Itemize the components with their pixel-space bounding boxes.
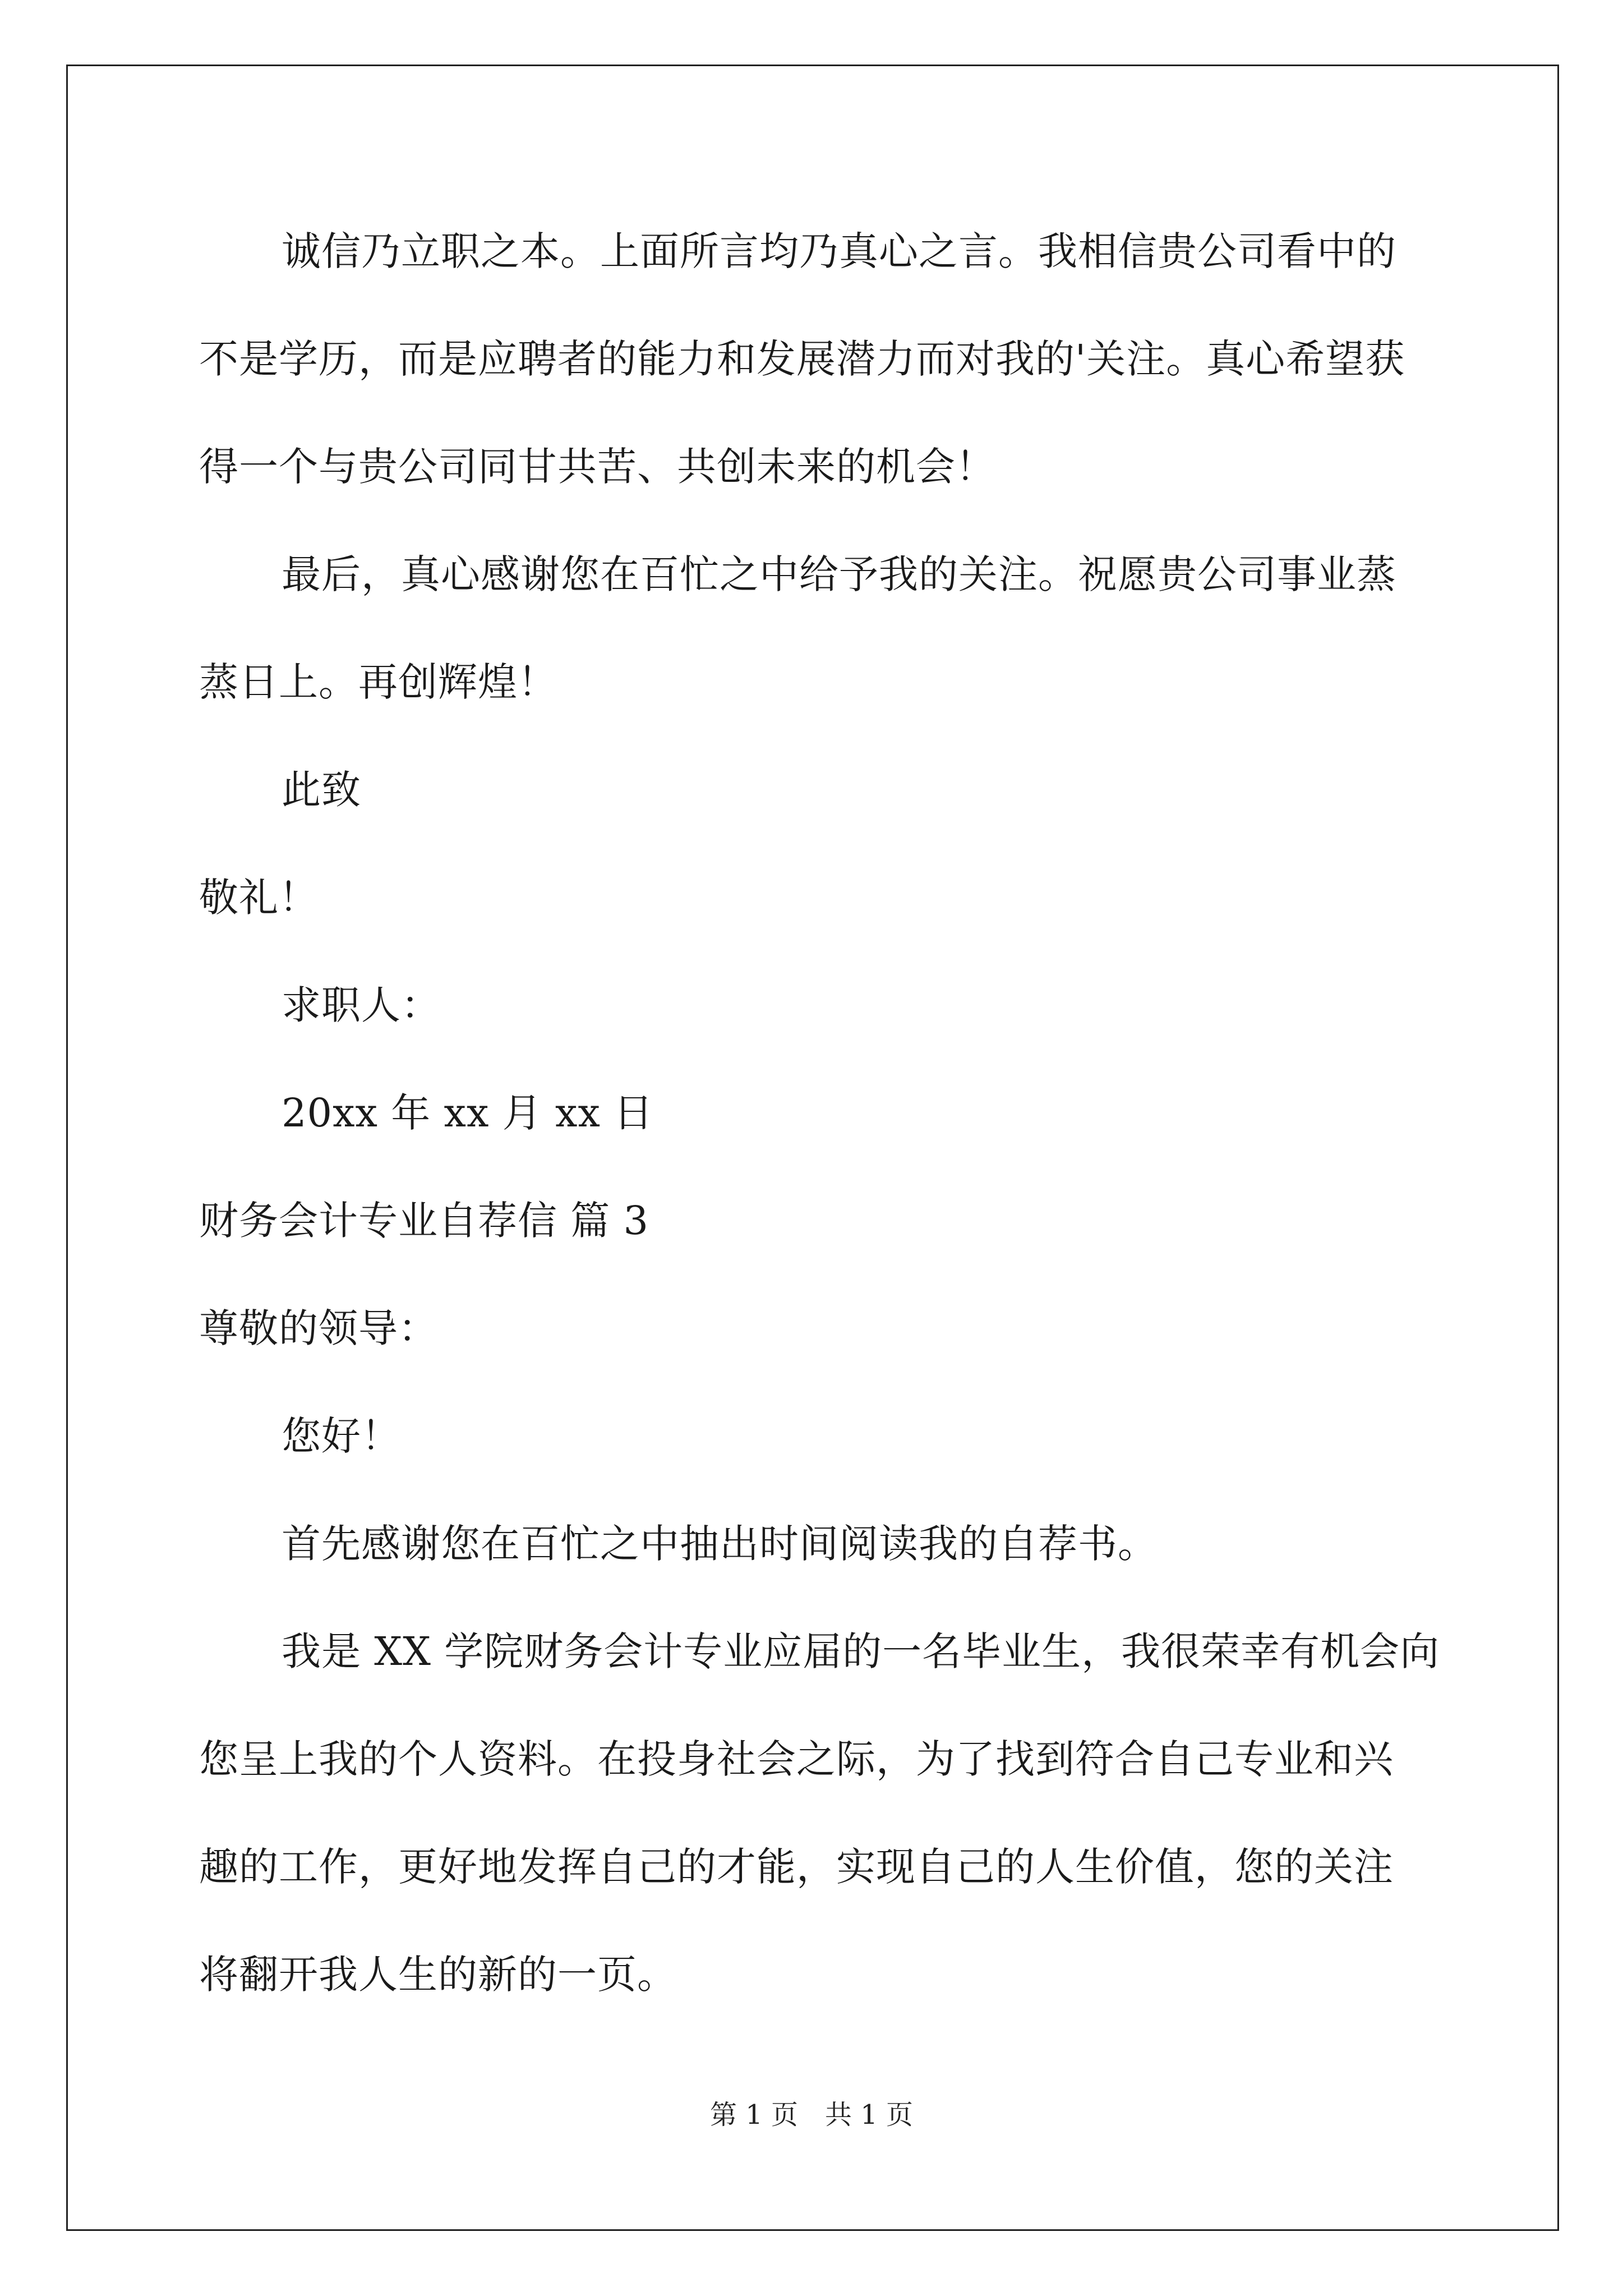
- page-border: [66, 65, 1559, 2231]
- applicant-label: 求职人：: [282, 982, 441, 1028]
- paragraph-line: 得一个与贵公司同甘共苦、共创未来的机会！: [199, 444, 995, 490]
- date-line: 20xx 年 xx 月 xx 日: [282, 1090, 654, 1136]
- section-title: 财务会计专业自荐信 篇 3: [199, 1198, 649, 1244]
- greeting: 您好！: [282, 1413, 401, 1459]
- salutation-closing: 敬礼！: [199, 875, 319, 921]
- paragraph-line: 趣的工作，更好地发挥自己的才能，实现自己的人生价值，您的关注: [199, 1844, 1394, 1890]
- page-footer: 第 1 页 共 1 页: [709, 2099, 914, 2131]
- closing-phrase: 此致: [282, 767, 361, 813]
- paragraph-line: 我是 XX 学院财务会计专业应届的一名毕业生，我很荣幸有机会向: [282, 1628, 1440, 1674]
- paragraph-line: 将翻开我人生的新的一页。: [199, 1952, 677, 1998]
- greeting-recipient: 尊敬的领导：: [199, 1305, 438, 1351]
- paragraph-line: 不是学历，而是应聘者的能力和发展潜力而对我的'关注。真心希望获: [199, 336, 1405, 382]
- paragraph-line: 蒸日上。再创辉煌！: [199, 659, 557, 705]
- paragraph-line: 您呈上我的个人资料。在投身社会之际，为了找到符合自己专业和兴: [199, 1736, 1394, 1782]
- paragraph-line: 首先感谢您在百忙之中抽出时间阅读我的自荐书。: [282, 1521, 1158, 1567]
- paragraph-line: 最后，真心感谢您在百忙之中给予我的关注。祝愿贵公司事业蒸: [282, 551, 1396, 597]
- paragraph-line: 诚信乃立职之本。上面所言均乃真心之言。我相信贵公司看中的: [282, 228, 1396, 274]
